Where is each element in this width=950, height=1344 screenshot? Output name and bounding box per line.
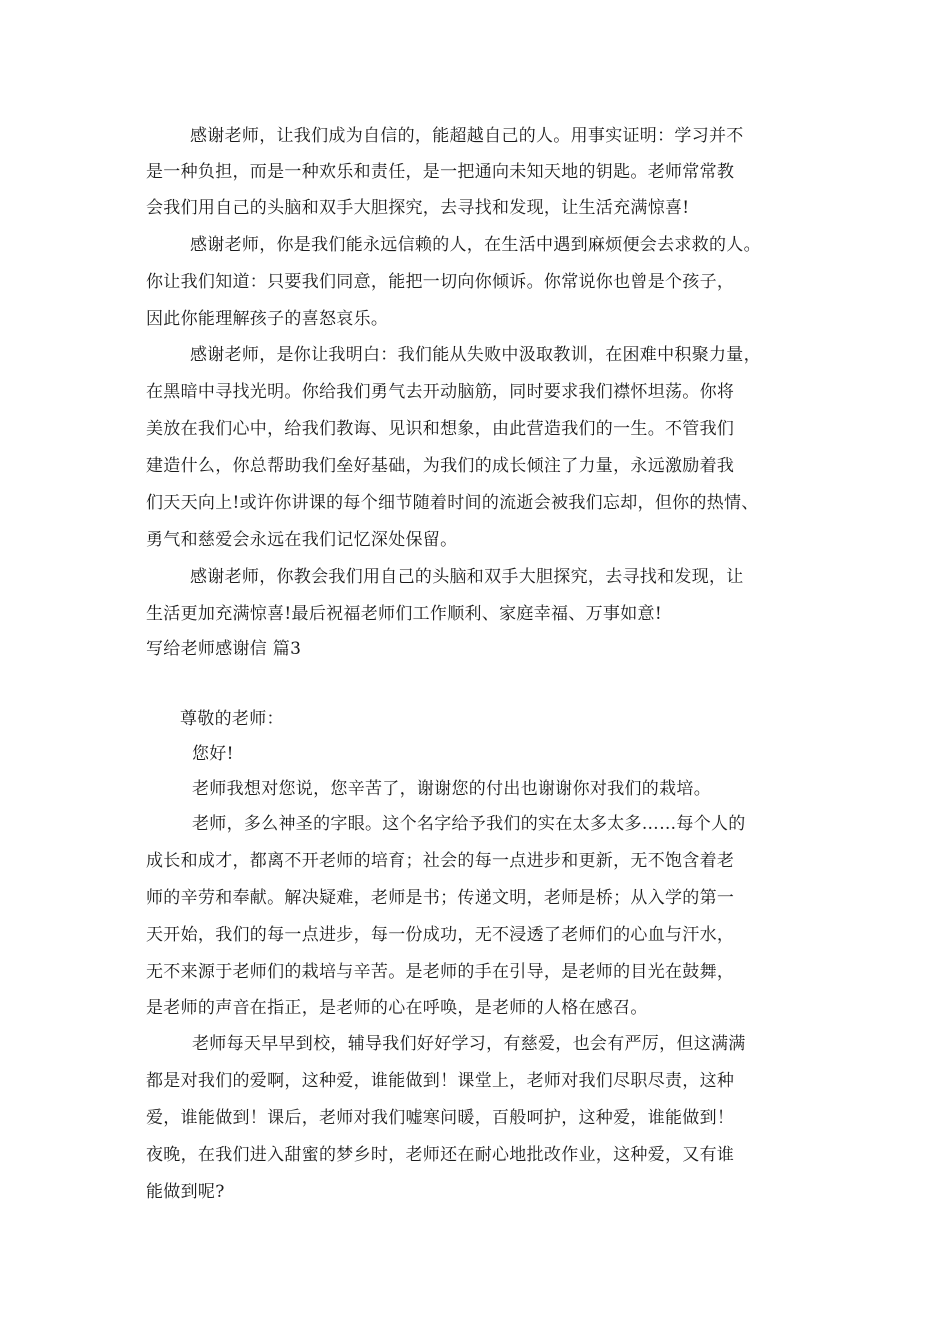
text-line: 师的辛劳和奉献。解决疑难，老师是书；传递文明，老师是桥；从入学的第一	[146, 888, 735, 908]
text-line: 是老师的声音在指正，是老师的心在呼唤，是老师的人格在感召。	[146, 998, 648, 1018]
text-line: 建造什么，你总帮助我们垒好基础，为我们的成长倾注了力量，永远激励着我	[146, 456, 735, 476]
text-line: 感谢老师，是你让我明白：我们能从失败中汲取教训，在困难中积聚力量，	[190, 345, 761, 365]
text-line: 成长和成才，都离不开老师的培育；社会的每一点进步和更新，无不饱含着老	[146, 851, 735, 871]
text-line: 感谢老师，让我们成为自信的，能超越自己的人。用事实证明：学习并不	[190, 126, 744, 146]
text-line: 会我们用自己的头脑和双手大胆探究，去寻找和发现，让生活充满惊喜!	[146, 198, 690, 218]
text-line: 因此你能理解孩子的喜怒哀乐。	[146, 309, 389, 329]
text-line: 老师我想对您说，您辛苦了，谢谢您的付出也谢谢你对我们的栽培。	[192, 779, 711, 799]
text-line: 在黑暗中寻找光明。你给我们勇气去开动脑筋，同时要求我们襟怀坦荡。你将	[146, 382, 735, 402]
text-line: 们天天向上!或许你讲课的每个细节随着时间的流逝会被我们忘却，但你的热情、	[146, 493, 759, 513]
text-line: 都是对我们的爱啊，这种爱，谁能做到！课堂上，老师对我们尽职尽责，这种	[146, 1071, 735, 1091]
text-line: 生活更加充满惊喜!最后祝福老师们工作顺利、家庭幸福、万事如意!	[146, 604, 662, 624]
text-line: 能做到呢?	[146, 1182, 225, 1202]
text-line: 你让我们知道：只要我们同意，能把一切向你倾诉。你常说你也曾是个孩子，	[146, 272, 735, 292]
section-heading: 写给老师感谢信 篇3	[146, 639, 302, 659]
text-line: 是一种负担，而是一种欢乐和责任，是一把通向未知天地的钥匙。老师常常教	[146, 162, 735, 182]
text-line: 感谢老师，你是我们能永远信赖的人，在生活中遇到麻烦便会去求救的人。	[190, 235, 761, 255]
text-line: 老师，多么神圣的字眼。这个名字给予我们的实在太多太多……每个人的	[192, 814, 746, 834]
greeting: 您好!	[192, 744, 234, 764]
text-line: 感谢老师，你教会我们用自己的头脑和双手大胆探究，去寻找和发现，让	[190, 567, 744, 587]
text-line: 美放在我们心中，给我们教诲、见识和想象，由此营造我们的一生。不管我们	[146, 419, 735, 439]
text-line: 爱，谁能做到！课后，老师对我们嘘寒问暖，百般呵护，这种爱，谁能做到！	[146, 1108, 735, 1128]
text-line: 勇气和慈爱会永远在我们记忆深处保留。	[146, 530, 458, 550]
text-line: 夜晚，在我们进入甜蜜的梦乡时，老师还在耐心地批改作业，这种爱，又有谁	[146, 1145, 735, 1165]
text-line: 老师每天早早到校，辅导我们好好学习，有慈爱，也会有严厉，但这满满	[192, 1034, 746, 1054]
salutation: 尊敬的老师：	[180, 709, 284, 729]
text-line: 无不来源于老师们的栽培与辛苦。是老师的手在引导，是老师的目光在鼓舞，	[146, 962, 735, 982]
text-line: 天开始，我们的每一点进步，每一份成功，无不浸透了老师们的心血与汗水，	[146, 925, 735, 945]
